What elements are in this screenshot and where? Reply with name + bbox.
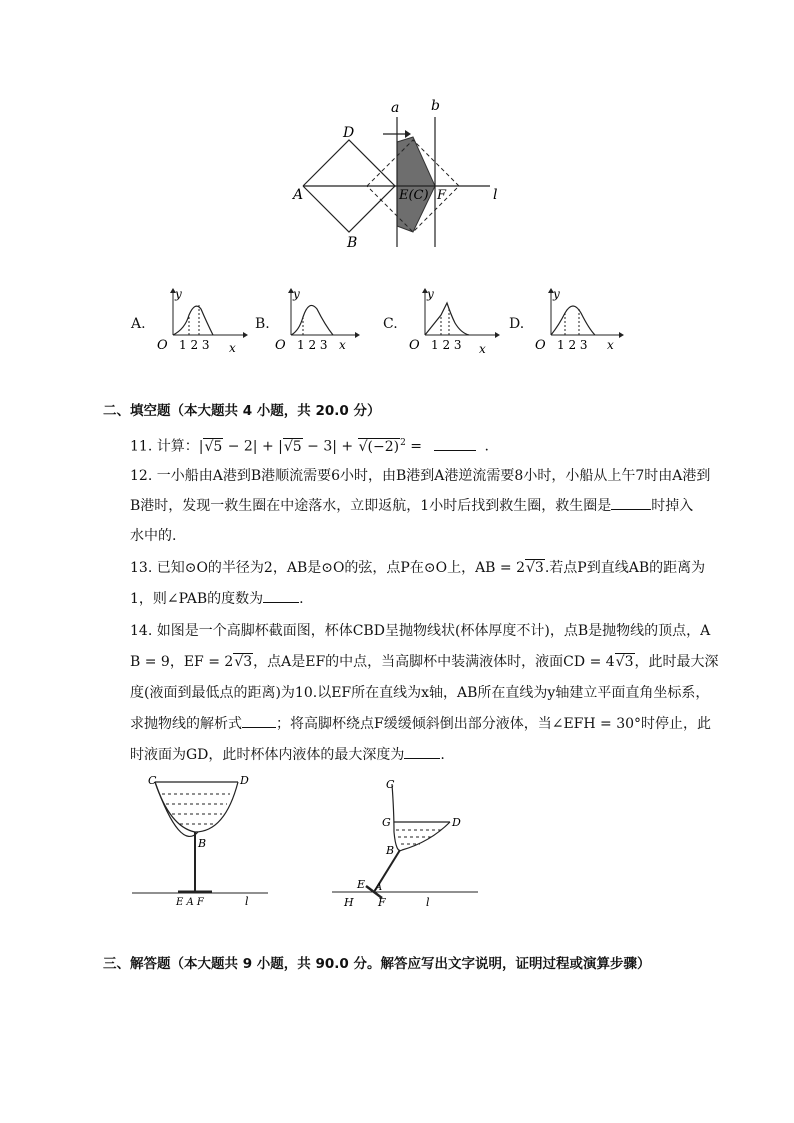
label-EC: E(C) — [399, 188, 429, 203]
svg-text:x: x — [607, 338, 614, 352]
option-c[interactable] — [381, 285, 511, 360]
question-14-line2: B = 9，EF = 2√3，点A是EF的中点，当高脚杯中装满液体时，液面CD = 4√3，此时最大深 — [130, 654, 719, 670]
svg-text:O: O — [275, 338, 286, 353]
svg-text:E: E — [357, 878, 366, 891]
svg-text:y: y — [175, 287, 182, 301]
question-14-line1: 14. 如图是一个高脚杯截面图，杯体CBD呈抛物线状(杯体厚度不计)，点B是抛物线的顶点，A — [130, 623, 711, 639]
svg-text:H: H — [344, 896, 354, 909]
svg-text:x: x — [479, 342, 486, 356]
svg-text:1 2 3: 1 2 3 — [557, 338, 588, 352]
svg-text:B: B — [386, 844, 395, 857]
question-14-line5: 时液面为GD，此时杯体内液体的最大深度为 . — [130, 741, 445, 770]
svg-text:l: l — [426, 896, 430, 909]
svg-text:l: l — [245, 895, 249, 908]
option-label: A. — [131, 316, 146, 332]
svg-text:1 2 3: 1 2 3 — [179, 338, 210, 352]
svg-text:1 2 3: 1 2 3 — [431, 338, 462, 352]
answer-blank[interactable] — [263, 588, 299, 603]
figure-squares — [285, 95, 515, 255]
label-l: l — [493, 187, 498, 203]
svg-text:D: D — [452, 816, 461, 829]
answer-blank[interactable] — [404, 744, 440, 759]
svg-text:A: A — [375, 882, 383, 893]
answer-blank[interactable] — [242, 713, 276, 728]
svg-text:O: O — [409, 338, 420, 353]
svg-text:C: C — [386, 778, 395, 791]
answer-blank[interactable] — [434, 436, 476, 451]
label-b: b — [431, 98, 440, 114]
question-12-line1: 12. 一小船由A港到B港顺流需要6小时，由B港到A港逆流需要8小时，小船从上午7时由A港到 — [130, 468, 711, 484]
svg-text:x: x — [229, 341, 236, 355]
option-d[interactable] — [509, 285, 643, 360]
question-11: 11. 计算：$|√5 - 2| + |√5 - 3| + √(-2)^2$ = . — [130, 429, 489, 462]
question-13-line1: 13. 已知⊙O的半径为2，AB是⊙O的弦，点P在⊙O上，AB = 2√3.若点P到直线AB的距离为 — [130, 560, 706, 576]
option-b[interactable] — [253, 285, 378, 360]
label-F: F — [437, 188, 447, 203]
question-12-line2: B港时，发现一救生圈在中途落水，立即返航，1小时后找到救生圈，救生圈是 时掉入 — [130, 492, 693, 521]
figure-cup-upright — [130, 772, 270, 912]
svg-text:F: F — [378, 896, 386, 909]
arrow-head — [405, 130, 411, 138]
svg-text:y: y — [293, 287, 300, 301]
question-13-line2: 1，则∠PAB的度数为 . — [130, 585, 304, 614]
svg-text:C: C — [148, 774, 157, 787]
svg-text:x: x — [339, 338, 346, 352]
curve — [291, 305, 333, 335]
svg-text:E A F: E A F — [176, 897, 204, 908]
curve — [425, 303, 469, 335]
svg-text:y: y — [427, 287, 434, 301]
svg-text:O: O — [157, 338, 168, 353]
option-label: B. — [255, 316, 270, 332]
answer-blank[interactable] — [611, 495, 651, 510]
label-D: D — [343, 125, 355, 141]
question-14-line4: 求抛物线的解析式 ；将高脚杯绕点F缓缓倾斜倒出部分液体，当∠EFH = 30°时停止，此 — [130, 710, 711, 739]
svg-text:1 2 3: 1 2 3 — [297, 338, 328, 352]
label-a: a — [391, 100, 400, 116]
label-A: A — [293, 187, 304, 203]
option-label: D. — [509, 316, 525, 332]
shaded-region — [397, 137, 435, 232]
section-2-title: 二、填空题（本大题共 4 小题，共 20.0 分） — [103, 403, 381, 419]
question-14-line3: 度(液面到最低点的距离)为10.以EF所在直线为x轴，AB所在直线为y轴建立平面直角坐标系， — [130, 685, 710, 701]
option-label: C. — [383, 316, 398, 332]
svg-text:B: B — [198, 837, 207, 850]
question-12-line3: 水中的. — [130, 528, 177, 544]
curve — [173, 306, 213, 335]
label-B: B — [347, 235, 358, 251]
svg-text:y: y — [553, 287, 560, 301]
svg-text:G: G — [382, 816, 391, 829]
figure-cup-tilted — [330, 772, 480, 912]
svg-text:D: D — [240, 774, 249, 787]
options-row — [125, 285, 645, 360]
option-a[interactable] — [125, 285, 250, 360]
section-3-title: 三、解答题（本大题共 9 小题，共 90.0 分。解答应写出文字说明，证明过程或演算步骤） — [103, 956, 651, 972]
svg-text:O: O — [535, 338, 546, 353]
curve — [551, 306, 595, 335]
